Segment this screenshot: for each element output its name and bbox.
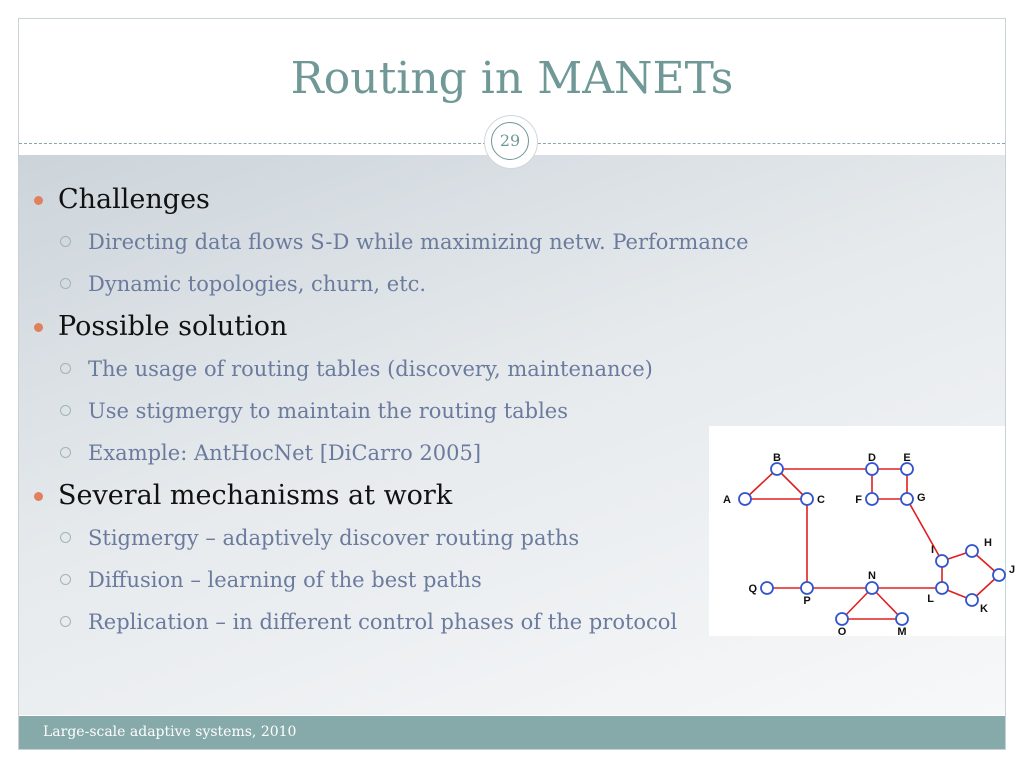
sub-bullet [32,392,732,434]
node-L [936,582,948,594]
node-label-A: A [723,494,731,506]
node-label-F: F [855,494,862,506]
node-label-B: B [773,452,781,464]
sub-bullet [32,350,732,392]
sub-bullet-ring-icon [60,363,71,374]
bullet-dot-icon [34,323,43,332]
sub-bullet [32,223,749,265]
sub-bullet-text: Diffusion – learning of the best paths [88,568,482,592]
bullet-possible-solution [32,307,732,350]
bullet-text: Possible solution [58,311,288,342]
sub-bullet [32,603,732,645]
page-number: 29 [491,122,529,160]
node-Q [761,582,773,594]
node-C [801,493,813,505]
sub-bullet-text: The usage of routing tables (discovery, maintenance) [88,357,653,381]
manet-network-diagram [709,426,1016,638]
node-label-J: J [1009,564,1016,576]
node-label-P: P [803,595,811,607]
sub-bullet [32,265,732,307]
node-P [801,582,813,594]
node-label-H: H [984,537,992,549]
sub-bullet-text: Example: AntHocNet [DiCarro 2005] [88,441,482,465]
node-F [866,493,878,505]
node-E [901,463,913,475]
node-label-N: N [868,570,876,582]
sub-bullet-ring-icon [60,616,71,627]
node-B [771,463,783,475]
sub-bullet-text: Stigmergy – adaptively discover routing paths [88,526,580,550]
bullet-dot-icon [34,196,43,205]
sub-bullet [32,434,732,476]
sub-bullet-ring-icon [60,532,71,543]
node-label-M: M [897,626,907,638]
sub-bullet-text: Replication – in different control phases of the protocol [88,610,678,634]
slide-footer [19,716,1005,749]
sub-bullet-ring-icon [60,574,71,585]
node-M [896,613,908,625]
node-J [993,569,1005,581]
sub-bullet [32,561,732,603]
footer-text: Large-scale adaptive systems, 2010 [43,724,297,740]
node-label-E: E [903,452,911,464]
sub-bullet-text: Directing data flows S-D while maximizing netw. Performance [88,230,749,254]
edge-G-I [907,499,942,561]
bullet-text: Several mechanisms at work [58,480,453,511]
slide-title: Routing in MANETs [290,53,734,104]
sub-bullet-ring-icon [60,236,71,247]
sub-bullet-ring-icon [60,447,71,458]
node-O [836,613,848,625]
bullet-challenges [32,180,732,223]
node-label-K: K [980,603,988,615]
network-graph [709,426,1016,638]
node-H [966,545,978,557]
node-D [866,463,878,475]
page-number-badge [485,116,537,168]
bullet-dot-icon [34,492,43,501]
node-K [966,594,978,606]
node-I [936,555,948,567]
node-label-L: L [927,593,934,605]
bullet-list [32,180,749,645]
sub-bullet-text: Dynamic topologies, churn, etc. [88,272,427,296]
bullet-text: Challenges [58,184,210,215]
bullet-mechanisms [32,476,732,519]
node-N [866,582,878,594]
node-label-G: G [917,492,926,504]
node-A [739,493,751,505]
node-G [901,493,913,505]
sub-bullet [32,519,732,561]
node-label-C: C [817,494,825,506]
sub-bullet-ring-icon [60,278,71,289]
sub-bullet-text: Use stigmergy to maintain the routing tables [88,399,569,423]
node-label-I: I [930,544,934,556]
sub-bullet-ring-icon [60,405,71,416]
node-label-Q: Q [748,583,757,595]
node-label-D: D [868,452,876,464]
node-label-O: O [837,626,847,638]
